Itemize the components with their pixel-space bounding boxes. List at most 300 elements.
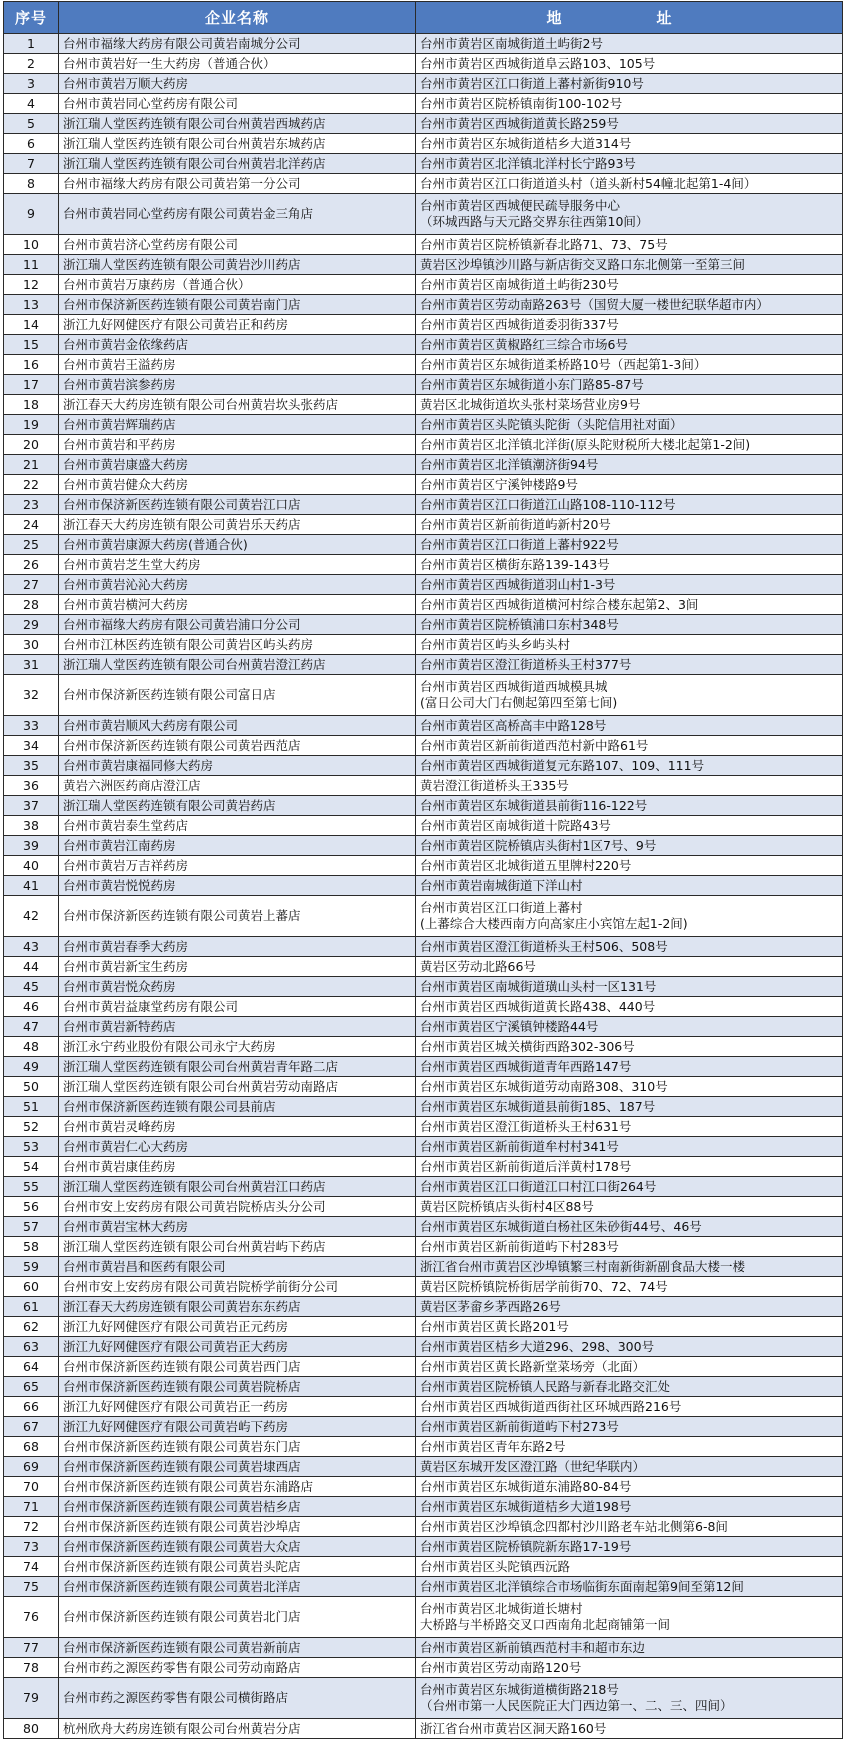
address-line-1: 台州市黄岩区西城街道西城模具城 — [420, 679, 608, 694]
address-cell — [416, 255, 843, 275]
address-cell — [416, 776, 843, 796]
company-name-cell: 台州市黄岩康源大药房(普通合伙) — [59, 535, 416, 555]
address-line-1: 台州市黄岩区西城便民疏导服务中心 — [420, 198, 621, 213]
serial-number-cell: 75 — [4, 1577, 59, 1597]
table-row — [4, 655, 843, 675]
address-line-1: 台州市黄岩区劳动南路263号（国贸大厦一楼世纪联华超市内） — [420, 296, 769, 312]
company-name-cell: 台州市黄岩仁心大药房 — [59, 1137, 416, 1157]
serial-number-cell: 79 — [4, 1678, 59, 1719]
table-row — [4, 555, 843, 575]
address-cell — [416, 1217, 843, 1237]
address-line-1: 台州市黄岩区澄江街道桥头王村506、508号 — [420, 938, 668, 954]
address-cell — [416, 194, 843, 235]
serial-number-cell: 51 — [4, 1097, 59, 1117]
address-cell — [416, 355, 843, 375]
serial-number-cell: 19 — [4, 415, 59, 435]
address-line-1: 台州市黄岩区东城街道县前街116-122号 — [420, 797, 648, 813]
address-cell — [416, 836, 843, 856]
address-cell — [416, 1638, 843, 1658]
address-line-1: 台州市黄岩区院桥镇人民路与新春北路交汇处 — [420, 1378, 671, 1394]
pharmacy-table — [3, 1, 843, 1739]
address-line-1: 台州市黄岩区新前街道后洋黄村178号 — [420, 1158, 632, 1174]
address-line-1: 台州市黄岩区西城街道阜云路103、105号 — [420, 55, 656, 71]
address-cell — [416, 114, 843, 134]
address-line-1: 台州市黄岩区北洋镇北洋街(原头陀财税所大楼北起第1-2间) — [420, 436, 751, 452]
address-line-1: 黄岩区院桥镇院桥街居学前街70、72、74号 — [420, 1278, 668, 1294]
serial-number-cell: 77 — [4, 1638, 59, 1658]
address-cell — [416, 1197, 843, 1217]
table-row — [4, 1097, 843, 1117]
serial-number-cell: 67 — [4, 1417, 59, 1437]
table-row — [4, 535, 843, 555]
address-line-1: 台州市黄岩区黄长路新堂菜场旁（北面） — [420, 1358, 646, 1374]
serial-number-cell: 62 — [4, 1317, 59, 1337]
serial-number-cell: 24 — [4, 515, 59, 535]
address-line-1: 黄岩区茅畲乡茅西路26号 — [420, 1298, 561, 1314]
address-cell — [416, 435, 843, 455]
address-line-2: （台州市第一人民医院正大门西边第一、二、三、四间） — [420, 1698, 733, 1713]
table-row — [4, 315, 843, 335]
address-cell — [416, 1037, 843, 1057]
serial-number-cell: 44 — [4, 957, 59, 977]
address-line-1: 黄岩区东城开发区澄江路（世纪华联内） — [420, 1458, 646, 1474]
company-name-cell: 浙江春天大药房连锁有限公司台州黄岩坎头张药店 — [59, 395, 416, 415]
table-row — [4, 174, 843, 194]
table-row — [4, 1357, 843, 1377]
serial-number-cell: 55 — [4, 1177, 59, 1197]
address-line-1: 台州市黄岩区高桥高丰中路128号 — [420, 717, 607, 733]
address-cell — [416, 1317, 843, 1337]
serial-number-cell: 37 — [4, 796, 59, 816]
serial-number-cell: 59 — [4, 1257, 59, 1277]
address-line-1: 台州市黄岩区江口街道江口村江口街264号 — [420, 1178, 657, 1194]
company-name-cell: 台州市黄岩泰生堂药店 — [59, 816, 416, 836]
table-row — [4, 1297, 843, 1317]
table-row — [4, 1417, 843, 1437]
address-cell — [416, 856, 843, 876]
address-cell — [416, 1678, 843, 1719]
serial-number-cell: 60 — [4, 1277, 59, 1297]
header-serial-number: 序号 — [4, 2, 59, 34]
address-line-1: 台州市黄岩区院桥镇南街100-102号 — [420, 95, 623, 111]
serial-number-cell: 74 — [4, 1557, 59, 1577]
address-cell — [416, 1658, 843, 1678]
company-name-cell: 台州市黄岩和平药房 — [59, 435, 416, 455]
table-row — [4, 716, 843, 736]
address-cell — [416, 54, 843, 74]
company-name-cell: 台州市安上安药房有限公司黄岩院桥店头分公司 — [59, 1197, 416, 1217]
table-row — [4, 415, 843, 435]
address-line-1: 台州市黄岩区东城街道柔桥路10号（西起第1-3间） — [420, 356, 707, 372]
address-cell — [416, 816, 843, 836]
address-cell — [416, 1417, 843, 1437]
serial-number-cell: 15 — [4, 335, 59, 355]
company-name-cell: 台州市黄岩康福同修大药房 — [59, 756, 416, 776]
table-row — [4, 54, 843, 74]
address-line-1: 台州市黄岩区新前街道屿下村273号 — [420, 1418, 619, 1434]
table-row — [4, 776, 843, 796]
table-row — [4, 435, 843, 455]
serial-number-cell: 30 — [4, 635, 59, 655]
company-name-cell: 台州市药之源医药零售有限公司横街路店 — [59, 1678, 416, 1719]
table-row — [4, 1497, 843, 1517]
address-line-1: 台州市黄岩区西城街道复元东路107、109、111号 — [420, 757, 705, 773]
address-cell — [416, 977, 843, 997]
serial-number-cell: 78 — [4, 1658, 59, 1678]
table-row — [4, 1057, 843, 1077]
company-name-cell: 台州市黄岩康盛大药房 — [59, 455, 416, 475]
company-name-cell: 浙江瑞人堂医药连锁有限公司台州黄岩澄江药店 — [59, 655, 416, 675]
address-line-1: 台州市黄岩区西城街道羽山村1-3号 — [420, 576, 616, 592]
company-name-cell: 台州市黄岩万吉祥药房 — [59, 856, 416, 876]
address-line-1: 台州市黄岩区江口街道上蕃村 — [420, 900, 583, 915]
table-row — [4, 1337, 843, 1357]
address-cell — [416, 1577, 843, 1597]
address-cell — [416, 1177, 843, 1197]
address-cell — [416, 896, 843, 937]
table-row — [4, 816, 843, 836]
serial-number-cell: 68 — [4, 1437, 59, 1457]
address-line-1: 台州市黄岩区院桥镇店头街村1区7号、9号 — [420, 837, 657, 853]
table-row — [4, 1017, 843, 1037]
serial-number-cell: 32 — [4, 675, 59, 716]
table-row — [4, 295, 843, 315]
company-name-cell: 台州市黄岩万康药房（普通合伙） — [59, 275, 416, 295]
company-name-cell: 台州市保济新医药连锁有限公司黄岩上蕃店 — [59, 896, 416, 937]
company-name-cell: 台州市黄岩芝生堂大药房 — [59, 555, 416, 575]
serial-number-cell: 22 — [4, 475, 59, 495]
company-name-cell: 台州市保济新医药连锁有限公司黄岩大众店 — [59, 1537, 416, 1557]
address-line-1: 台州市黄岩区东城街道桔乡大道314号 — [420, 135, 632, 151]
serial-number-cell: 38 — [4, 816, 59, 836]
address-cell — [416, 1597, 843, 1638]
table-row — [4, 1597, 843, 1638]
table-row — [4, 455, 843, 475]
table-row — [4, 1157, 843, 1177]
address-cell — [416, 1397, 843, 1417]
serial-number-cell: 34 — [4, 736, 59, 756]
address-cell — [416, 475, 843, 495]
company-name-cell: 台州市保济新医药连锁有限公司黄岩沙埠店 — [59, 1517, 416, 1537]
company-name-cell: 浙江瑞人堂医药连锁有限公司台州黄岩东城药店 — [59, 134, 416, 154]
serial-number-cell: 57 — [4, 1217, 59, 1237]
address-line-1: 台州市黄岩区沙埠镇念四都村沙川路老车站北侧第6-8间 — [420, 1518, 728, 1534]
address-cell — [416, 756, 843, 776]
address-cell — [416, 1457, 843, 1477]
serial-number-cell: 27 — [4, 575, 59, 595]
address-cell — [416, 235, 843, 255]
address-cell — [416, 675, 843, 716]
table-row — [4, 255, 843, 275]
table-row — [4, 736, 843, 756]
address-line-1: 黄岩区劳动北路66号 — [420, 958, 536, 974]
table-row — [4, 475, 843, 495]
address-line-1: 台州市黄岩区青年东路2号 — [420, 1438, 566, 1454]
table-row — [4, 1177, 843, 1197]
address-line-1: 台州市黄岩区黄椒路红三综合市场6号 — [420, 336, 628, 352]
company-name-cell: 台州市黄岩万顺大药房 — [59, 74, 416, 94]
company-name-cell: 浙江瑞人堂医药连锁有限公司台州黄岩屿下药店 — [59, 1237, 416, 1257]
address-cell — [416, 1497, 843, 1517]
address-cell — [416, 94, 843, 114]
table-row — [4, 1719, 843, 1739]
address-line-2: （环城西路与天元路交界东往西第10间） — [420, 214, 649, 229]
serial-number-cell: 36 — [4, 776, 59, 796]
table-row — [4, 1638, 843, 1658]
company-name-cell: 台州市保济新医药连锁有限公司黄岩头陀店 — [59, 1557, 416, 1577]
address-line-1: 台州市黄岩区新前镇西范村丰和超市东边 — [420, 1639, 646, 1655]
address-line-1: 浙江省台州市黄岩区沙埠镇繁三村南新街新副食品大楼一楼 — [420, 1258, 746, 1274]
address-cell — [416, 595, 843, 615]
serial-number-cell: 4 — [4, 94, 59, 114]
serial-number-cell: 70 — [4, 1477, 59, 1497]
address-line-1: 黄岩澄江街道桥头王335号 — [420, 777, 569, 793]
table-row — [4, 194, 843, 235]
address-cell — [416, 1719, 843, 1739]
address-line-1: 台州市黄岩区东城街道桔乡大道198号 — [420, 1498, 632, 1514]
address-line-1: 台州市黄岩区东城街道小东门路85-87号 — [420, 376, 644, 392]
serial-number-cell: 49 — [4, 1057, 59, 1077]
address-line-1: 台州市黄岩区北洋镇北洋村长宁路93号 — [420, 155, 636, 171]
table-row — [4, 1037, 843, 1057]
serial-number-cell: 66 — [4, 1397, 59, 1417]
company-name-cell: 台州市保济新医药连锁有限公司黄岩东门店 — [59, 1437, 416, 1457]
table-row — [4, 1557, 843, 1577]
table-row — [4, 957, 843, 977]
company-name-cell: 台州市保济新医药连锁有限公司黄岩北门店 — [59, 1597, 416, 1638]
company-name-cell: 浙江瑞人堂医药连锁有限公司台州黄岩青年路二店 — [59, 1057, 416, 1077]
table-row — [4, 515, 843, 535]
table-row — [4, 1217, 843, 1237]
company-name-cell: 浙江春天大药房连锁有限公司黄岩乐天药店 — [59, 515, 416, 535]
address-line-1: 台州市黄岩区西城街道横河村综合楼东起第2、3间 — [420, 596, 699, 612]
company-name-cell: 台州市保济新医药连锁有限公司黄岩西门店 — [59, 1357, 416, 1377]
serial-number-cell: 69 — [4, 1457, 59, 1477]
serial-number-cell: 28 — [4, 595, 59, 615]
address-line-1: 台州市黄岩区江口街道道头村（道头新村54幢北起第1-4间） — [420, 175, 757, 191]
table-row — [4, 1397, 843, 1417]
serial-number-cell: 14 — [4, 315, 59, 335]
address-line-1: 台州市黄岩区东城街道县前街185、187号 — [420, 1098, 656, 1114]
company-name-cell: 台州市黄岩同心堂药房有限公司 — [59, 94, 416, 114]
address-line-1: 台州市黄岩区新前街道屿下村283号 — [420, 1238, 619, 1254]
address-cell — [416, 34, 843, 54]
address-line-1: 黄岩区北城街道坎头张村菜场营业房9号 — [420, 396, 641, 412]
serial-number-cell: 6 — [4, 134, 59, 154]
address-cell — [416, 716, 843, 736]
company-name-cell: 台州市黄岩王溢药房 — [59, 355, 416, 375]
company-name-cell: 浙江春天大药房连锁有限公司黄岩东东药店 — [59, 1297, 416, 1317]
pharmacy-list-document — [3, 1, 842, 1739]
company-name-cell: 台州市保济新医药连锁有限公司黄岩南门店 — [59, 295, 416, 315]
company-name-cell: 台州市黄岩悦众药房 — [59, 977, 416, 997]
address-line-1: 台州市黄岩区新前街道屿新村20号 — [420, 516, 611, 532]
serial-number-cell: 64 — [4, 1357, 59, 1377]
table-row — [4, 1137, 843, 1157]
table-row — [4, 675, 843, 716]
address-cell — [416, 736, 843, 756]
serial-number-cell: 52 — [4, 1117, 59, 1137]
table-row — [4, 796, 843, 816]
table-row — [4, 896, 843, 937]
company-name-cell: 台州市福缘大药房有限公司黄岩南城分公司 — [59, 34, 416, 54]
address-cell — [416, 1437, 843, 1457]
serial-number-cell: 11 — [4, 255, 59, 275]
table-row — [4, 1237, 843, 1257]
serial-number-cell: 58 — [4, 1237, 59, 1257]
company-name-cell: 浙江永宁药业股份有限公司永宁大药房 — [59, 1037, 416, 1057]
serial-number-cell: 50 — [4, 1077, 59, 1097]
address-line-1: 台州市黄岩区头陀镇头陀街（头陀信用社对面） — [420, 416, 683, 432]
address-line-1: 台州市黄岩区东城街道白杨社区朱砂街44号、46号 — [420, 1218, 702, 1234]
company-name-cell: 台州市福缘大药房有限公司黄岩第一分公司 — [59, 174, 416, 194]
table-row — [4, 1257, 843, 1277]
address-cell — [416, 455, 843, 475]
serial-number-cell: 71 — [4, 1497, 59, 1517]
serial-number-cell: 39 — [4, 836, 59, 856]
address-line-1: 台州市黄岩区院桥镇浦口东村348号 — [420, 616, 619, 632]
table-row — [4, 1437, 843, 1457]
address-line-1: 台州市黄岩区西城街道委羽街337号 — [420, 316, 619, 332]
company-name-cell: 台州市保济新医药连锁有限公司黄岩东浦路店 — [59, 1477, 416, 1497]
company-name-cell: 杭州欣舟大药房连锁有限公司台州黄岩分店 — [59, 1719, 416, 1739]
serial-number-cell: 1 — [4, 34, 59, 54]
address-cell — [416, 134, 843, 154]
address-cell — [416, 876, 843, 896]
serial-number-cell: 13 — [4, 295, 59, 315]
table-row — [4, 575, 843, 595]
serial-number-cell: 56 — [4, 1197, 59, 1217]
address-line-1: 台州市黄岩区西城街道西街社区环城西路216号 — [420, 1398, 682, 1414]
address-cell — [416, 655, 843, 675]
company-name-cell: 台州市黄岩春季大药房 — [59, 937, 416, 957]
address-cell — [416, 1097, 843, 1117]
address-line-1: 台州市黄岩区东城街道东浦路80-84号 — [420, 1478, 632, 1494]
company-name-cell: 台州市黄岩灵峰药房 — [59, 1117, 416, 1137]
company-name-cell: 台州市药之源医药零售有限公司劳动南路店 — [59, 1658, 416, 1678]
table-row — [4, 395, 843, 415]
address-line-1: 台州市黄岩区东城街道横街路218号 — [420, 1682, 619, 1697]
address-line-1: 台州市黄岩区江口街道江山路108-110-112号 — [420, 496, 676, 512]
address-line-1: 台州市黄岩区西城街道黄长路438、440号 — [420, 998, 656, 1014]
table-row — [4, 1658, 843, 1678]
table-row — [4, 1117, 843, 1137]
table-row — [4, 1457, 843, 1477]
address-line-1: 台州市黄岩区东城街道劳动南路308、310号 — [420, 1078, 668, 1094]
address-cell — [416, 1077, 843, 1097]
address-line-1: 台州市黄岩区南城街道十院路43号 — [420, 817, 611, 833]
company-name-cell: 台州市保济新医药连锁有限公司黄岩江口店 — [59, 495, 416, 515]
table-row — [4, 615, 843, 635]
address-cell — [416, 315, 843, 335]
address-line-1: 台州市黄岩区南城街道璜山头村一区131号 — [420, 978, 657, 994]
address-cell — [416, 395, 843, 415]
address-cell — [416, 635, 843, 655]
table-row — [4, 495, 843, 515]
address-cell — [416, 1557, 843, 1577]
company-name-cell: 浙江九好网健医疗有限公司黄岩正元药房 — [59, 1317, 416, 1337]
serial-number-cell: 43 — [4, 937, 59, 957]
company-name-cell: 台州市黄岩滨参药房 — [59, 375, 416, 395]
serial-number-cell: 2 — [4, 54, 59, 74]
serial-number-cell: 9 — [4, 194, 59, 235]
serial-number-cell: 31 — [4, 655, 59, 675]
table-row — [4, 1077, 843, 1097]
company-name-cell: 浙江瑞人堂医药连锁有限公司台州黄岩西城药店 — [59, 114, 416, 134]
table-row — [4, 1537, 843, 1557]
table-row — [4, 997, 843, 1017]
serial-number-cell: 33 — [4, 716, 59, 736]
table-row — [4, 235, 843, 255]
address-line-1: 台州市黄岩区头陀镇西沅路 — [420, 1558, 571, 1574]
company-name-cell: 浙江九好网健医疗有限公司黄岩屿下药房 — [59, 1417, 416, 1437]
address-line-1: 台州市黄岩区江口街道上蕃村新街910号 — [420, 75, 644, 91]
address-cell — [416, 1377, 843, 1397]
address-cell — [416, 275, 843, 295]
serial-number-cell: 73 — [4, 1537, 59, 1557]
table-row — [4, 34, 843, 54]
company-name-cell: 浙江九好网健医疗有限公司黄岩正一药房 — [59, 1397, 416, 1417]
serial-number-cell: 61 — [4, 1297, 59, 1317]
address-line-1: 台州市黄岩区横街东路139-143号 — [420, 556, 610, 572]
address-cell — [416, 1137, 843, 1157]
address-line-1: 台州市黄岩区西城街道黄长路259号 — [420, 115, 619, 131]
table-row — [4, 134, 843, 154]
company-name-cell: 台州市黄岩顺风大药房有限公司 — [59, 716, 416, 736]
table-row — [4, 1678, 843, 1719]
address-cell — [416, 615, 843, 635]
table-row — [4, 856, 843, 876]
serial-number-cell: 41 — [4, 876, 59, 896]
table-row — [4, 1477, 843, 1497]
address-line-1: 台州市黄岩区城关横街西路302-306号 — [420, 1038, 635, 1054]
company-name-cell: 台州市黄岩沁沁大药房 — [59, 575, 416, 595]
address-cell — [416, 375, 843, 395]
serial-number-cell: 18 — [4, 395, 59, 415]
serial-number-cell: 12 — [4, 275, 59, 295]
serial-number-cell: 42 — [4, 896, 59, 937]
address-cell — [416, 1117, 843, 1137]
address-cell — [416, 1477, 843, 1497]
company-name-cell: 浙江瑞人堂医药连锁有限公司台州黄岩劳动南路店 — [59, 1077, 416, 1097]
address-line-1: 台州市黄岩区西城街道青年西路147号 — [420, 1058, 632, 1074]
address-line-1: 黄岩区院桥镇店头街村4区88号 — [420, 1198, 594, 1214]
address-line-1: 台州市黄岩区新前街道牟村村341号 — [420, 1138, 619, 1154]
address-cell — [416, 1517, 843, 1537]
address-cell — [416, 1057, 843, 1077]
address-line-1: 台州市黄岩区劳动南路120号 — [420, 1659, 582, 1675]
company-name-cell: 台州市黄岩横河大药房 — [59, 595, 416, 615]
serial-number-cell: 26 — [4, 555, 59, 575]
address-cell — [416, 1337, 843, 1357]
address-line-1: 台州市黄岩区宁溪镇钟楼路44号 — [420, 1018, 599, 1034]
company-name-cell: 黄岩六洲医药商店澄江店 — [59, 776, 416, 796]
serial-number-cell: 17 — [4, 375, 59, 395]
address-cell — [416, 1017, 843, 1037]
address-line-1: 台州市黄岩区北洋镇潮济街94号 — [420, 456, 599, 472]
address-line-1: 台州市黄岩区院桥镇院新东路17-19号 — [420, 1538, 632, 1554]
address-cell — [416, 575, 843, 595]
address-cell — [416, 1297, 843, 1317]
address-line-1: 台州市黄岩区澄江街道桥头王村631号 — [420, 1118, 632, 1134]
serial-number-cell: 23 — [4, 495, 59, 515]
company-name-cell: 台州市黄岩新宝生药房 — [59, 957, 416, 977]
serial-number-cell: 16 — [4, 355, 59, 375]
table-body — [4, 34, 843, 1739]
company-name-cell: 台州市黄岩济心堂药房有限公司 — [59, 235, 416, 255]
address-cell — [416, 1537, 843, 1557]
table-row — [4, 1517, 843, 1537]
